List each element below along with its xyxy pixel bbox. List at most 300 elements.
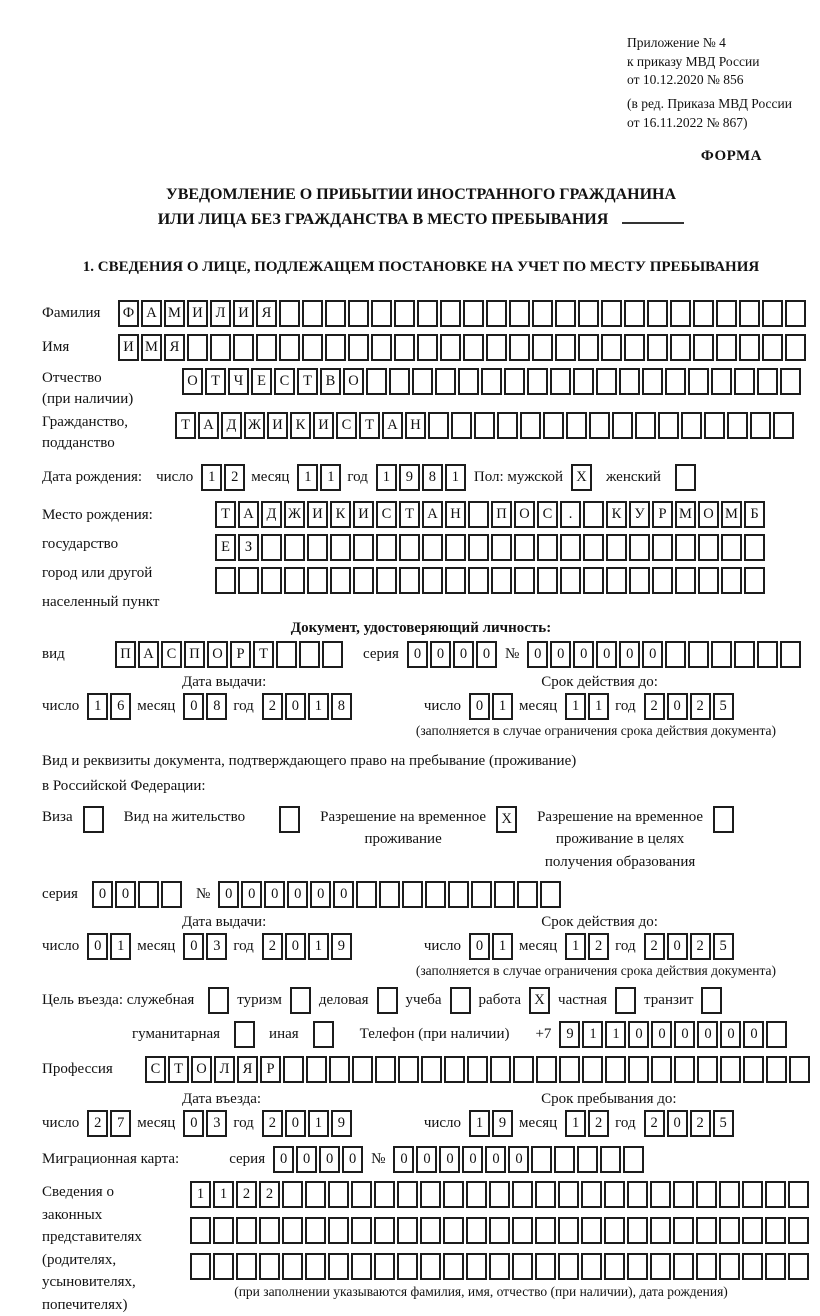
cell[interactable]: 0 bbox=[241, 881, 262, 908]
cell[interactable] bbox=[435, 368, 456, 395]
cell[interactable] bbox=[282, 1253, 303, 1280]
cell[interactable] bbox=[555, 300, 576, 327]
cell[interactable] bbox=[422, 534, 443, 561]
cell[interactable]: 1 bbox=[588, 693, 609, 720]
cell[interactable] bbox=[451, 412, 472, 439]
cell[interactable] bbox=[351, 1253, 372, 1280]
cell[interactable]: И bbox=[118, 334, 139, 361]
cell[interactable] bbox=[734, 641, 755, 668]
cell[interactable] bbox=[744, 567, 765, 594]
cell[interactable] bbox=[512, 1253, 533, 1280]
cell[interactable]: 0 bbox=[183, 1110, 204, 1137]
cell[interactable] bbox=[665, 368, 686, 395]
cell[interactable] bbox=[780, 641, 801, 668]
checkbox-visa[interactable] bbox=[83, 806, 104, 833]
cell[interactable] bbox=[313, 1021, 334, 1048]
cell[interactable]: О bbox=[343, 368, 364, 395]
cell[interactable] bbox=[444, 1056, 465, 1083]
cell[interactable]: С bbox=[145, 1056, 166, 1083]
cell[interactable] bbox=[374, 1217, 395, 1244]
cell[interactable] bbox=[697, 1056, 718, 1083]
cell[interactable] bbox=[601, 300, 622, 327]
cell[interactable]: И bbox=[187, 300, 208, 327]
cell[interactable] bbox=[208, 987, 229, 1014]
cell[interactable]: 0 bbox=[319, 1146, 340, 1173]
cell[interactable] bbox=[305, 1253, 326, 1280]
cell[interactable]: Т bbox=[205, 368, 226, 395]
id-valid-month[interactable] bbox=[565, 693, 609, 720]
cell[interactable]: 1 bbox=[565, 933, 586, 960]
cell[interactable]: 0 bbox=[296, 1146, 317, 1173]
cell[interactable] bbox=[284, 534, 305, 561]
cell[interactable] bbox=[535, 1217, 556, 1244]
cell[interactable] bbox=[757, 368, 778, 395]
id-issue-year[interactable] bbox=[262, 693, 352, 720]
cell[interactable] bbox=[190, 1253, 211, 1280]
guardians-row1[interactable] bbox=[190, 1181, 809, 1208]
cell[interactable] bbox=[675, 567, 696, 594]
cell[interactable]: 0 bbox=[333, 881, 354, 908]
cell[interactable] bbox=[284, 567, 305, 594]
cell[interactable] bbox=[550, 368, 571, 395]
cell[interactable] bbox=[329, 1056, 350, 1083]
cell[interactable]: 0 bbox=[550, 641, 571, 668]
name-cells[interactable] bbox=[118, 334, 806, 361]
cell[interactable] bbox=[440, 300, 461, 327]
cell[interactable] bbox=[445, 567, 466, 594]
cell[interactable]: 9 bbox=[559, 1021, 580, 1048]
cell[interactable] bbox=[605, 1056, 626, 1083]
cell[interactable] bbox=[711, 641, 732, 668]
cell[interactable]: 1 bbox=[492, 933, 513, 960]
cell[interactable] bbox=[604, 1217, 625, 1244]
cell[interactable] bbox=[535, 1253, 556, 1280]
cell[interactable]: 0 bbox=[469, 693, 490, 720]
cell[interactable] bbox=[512, 1217, 533, 1244]
cell[interactable] bbox=[276, 641, 297, 668]
rvp-series-cells[interactable] bbox=[92, 881, 182, 908]
cell[interactable] bbox=[259, 1217, 280, 1244]
cell[interactable] bbox=[491, 534, 512, 561]
cell[interactable]: 5 bbox=[713, 693, 734, 720]
cell[interactable] bbox=[742, 1181, 763, 1208]
checkbox-temp-residence[interactable] bbox=[496, 806, 517, 833]
cell[interactable] bbox=[238, 567, 259, 594]
cell[interactable]: 5 bbox=[713, 933, 734, 960]
cell[interactable] bbox=[536, 1056, 557, 1083]
checkbox-private[interactable] bbox=[615, 987, 636, 1014]
cell[interactable]: 2 bbox=[690, 1110, 711, 1137]
cell[interactable] bbox=[448, 881, 469, 908]
cell[interactable] bbox=[161, 881, 182, 908]
cell[interactable] bbox=[688, 368, 709, 395]
birth-day-cells[interactable] bbox=[201, 464, 245, 491]
cell[interactable] bbox=[788, 1253, 809, 1280]
title-blank-line[interactable] bbox=[622, 208, 684, 224]
cell[interactable]: А bbox=[138, 641, 159, 668]
cell[interactable] bbox=[450, 987, 471, 1014]
cell[interactable] bbox=[744, 534, 765, 561]
cell[interactable] bbox=[489, 1181, 510, 1208]
cell[interactable]: 1 bbox=[320, 464, 341, 491]
cell[interactable] bbox=[600, 1146, 621, 1173]
cell[interactable] bbox=[351, 1217, 372, 1244]
cell[interactable] bbox=[213, 1217, 234, 1244]
cell[interactable] bbox=[509, 334, 530, 361]
cell[interactable] bbox=[788, 1217, 809, 1244]
cell[interactable] bbox=[766, 1021, 787, 1048]
checkbox-residence-permit[interactable] bbox=[279, 806, 300, 833]
cell[interactable] bbox=[458, 368, 479, 395]
cell[interactable]: 0 bbox=[87, 933, 108, 960]
cell[interactable] bbox=[696, 1253, 717, 1280]
cell[interactable] bbox=[236, 1253, 257, 1280]
cell[interactable] bbox=[379, 881, 400, 908]
cell[interactable] bbox=[650, 1181, 671, 1208]
cell[interactable]: 7 bbox=[110, 1110, 131, 1137]
cell[interactable] bbox=[583, 534, 604, 561]
cell[interactable]: 8 bbox=[331, 693, 352, 720]
cell[interactable]: 0 bbox=[453, 641, 474, 668]
surname-cells[interactable] bbox=[118, 300, 806, 327]
cell[interactable]: 0 bbox=[720, 1021, 741, 1048]
cell[interactable] bbox=[698, 567, 719, 594]
guardians-row2[interactable] bbox=[190, 1217, 809, 1244]
cell[interactable]: О bbox=[514, 501, 535, 528]
cell[interactable]: 2 bbox=[262, 933, 283, 960]
cell[interactable]: Я bbox=[256, 300, 277, 327]
cell[interactable] bbox=[353, 567, 374, 594]
cell[interactable] bbox=[489, 1253, 510, 1280]
cell[interactable] bbox=[578, 300, 599, 327]
cell[interactable]: 0 bbox=[264, 881, 285, 908]
checkbox-work[interactable] bbox=[529, 987, 550, 1014]
cell[interactable] bbox=[213, 1253, 234, 1280]
cell[interactable] bbox=[665, 641, 686, 668]
cell[interactable]: 2 bbox=[262, 693, 283, 720]
profession-cells[interactable] bbox=[145, 1056, 810, 1083]
cell[interactable] bbox=[762, 334, 783, 361]
cell[interactable]: Т bbox=[175, 412, 196, 439]
cell[interactable]: 0 bbox=[416, 1146, 437, 1173]
cell[interactable] bbox=[420, 1181, 441, 1208]
cell[interactable] bbox=[497, 412, 518, 439]
cell[interactable]: 0 bbox=[651, 1021, 672, 1048]
cell[interactable] bbox=[537, 567, 558, 594]
cell[interactable] bbox=[693, 334, 714, 361]
cell[interactable]: 0 bbox=[285, 1110, 306, 1137]
cell[interactable]: Ж bbox=[284, 501, 305, 528]
checkbox-humanitarian[interactable] bbox=[234, 1021, 255, 1048]
cell[interactable] bbox=[532, 300, 553, 327]
cell[interactable] bbox=[412, 368, 433, 395]
cell[interactable]: Л bbox=[210, 300, 231, 327]
cell[interactable] bbox=[348, 300, 369, 327]
phone-cells[interactable] bbox=[559, 1021, 787, 1048]
cell[interactable]: 1 bbox=[297, 464, 318, 491]
cell[interactable] bbox=[397, 1253, 418, 1280]
cell[interactable] bbox=[650, 1253, 671, 1280]
cell[interactable]: 0 bbox=[393, 1146, 414, 1173]
cell[interactable]: Н bbox=[405, 412, 426, 439]
cell[interactable]: 1 bbox=[605, 1021, 626, 1048]
cell[interactable] bbox=[468, 501, 489, 528]
cell[interactable] bbox=[629, 567, 650, 594]
cell[interactable] bbox=[259, 1253, 280, 1280]
cell[interactable] bbox=[560, 567, 581, 594]
cell[interactable]: С bbox=[161, 641, 182, 668]
citizenship-cells[interactable] bbox=[175, 412, 794, 439]
cell[interactable] bbox=[394, 300, 415, 327]
cell[interactable] bbox=[466, 1253, 487, 1280]
cell[interactable] bbox=[573, 368, 594, 395]
cell[interactable]: 0 bbox=[485, 1146, 506, 1173]
cell[interactable] bbox=[606, 534, 627, 561]
cell[interactable] bbox=[234, 1021, 255, 1048]
cell[interactable]: И bbox=[307, 501, 328, 528]
cell[interactable] bbox=[486, 300, 507, 327]
cell[interactable] bbox=[652, 567, 673, 594]
cell[interactable] bbox=[742, 1253, 763, 1280]
cell[interactable]: О bbox=[207, 641, 228, 668]
rvp-issue-month[interactable] bbox=[183, 933, 227, 960]
doc-series-cells[interactable] bbox=[407, 641, 497, 668]
cell[interactable] bbox=[328, 1253, 349, 1280]
cell[interactable]: 0 bbox=[407, 641, 428, 668]
cell[interactable] bbox=[330, 534, 351, 561]
cell[interactable]: С bbox=[537, 501, 558, 528]
cell[interactable] bbox=[283, 1056, 304, 1083]
cell[interactable]: 0 bbox=[508, 1146, 529, 1173]
cell[interactable]: . bbox=[560, 501, 581, 528]
cell[interactable]: Д bbox=[261, 501, 282, 528]
cell[interactable] bbox=[629, 534, 650, 561]
cell[interactable] bbox=[466, 1217, 487, 1244]
cell[interactable] bbox=[555, 334, 576, 361]
cell[interactable]: К bbox=[330, 501, 351, 528]
cell[interactable] bbox=[627, 1181, 648, 1208]
cell[interactable] bbox=[187, 334, 208, 361]
cell[interactable]: 0 bbox=[183, 933, 204, 960]
cell[interactable] bbox=[443, 1253, 464, 1280]
cell[interactable]: 1 bbox=[308, 933, 329, 960]
cell[interactable] bbox=[322, 641, 343, 668]
cell[interactable]: 0 bbox=[115, 881, 136, 908]
cell[interactable] bbox=[351, 1181, 372, 1208]
cell[interactable]: 2 bbox=[259, 1181, 280, 1208]
cell[interactable]: 0 bbox=[92, 881, 113, 908]
cell[interactable]: 0 bbox=[573, 641, 594, 668]
cell[interactable]: Т bbox=[215, 501, 236, 528]
cell[interactable]: 1 bbox=[190, 1181, 211, 1208]
cell[interactable] bbox=[623, 1146, 644, 1173]
cell[interactable] bbox=[190, 1217, 211, 1244]
cell[interactable]: Л bbox=[214, 1056, 235, 1083]
cell[interactable]: У bbox=[629, 501, 650, 528]
cell[interactable] bbox=[489, 1217, 510, 1244]
cell[interactable] bbox=[675, 534, 696, 561]
cell[interactable]: 9 bbox=[399, 464, 420, 491]
cell[interactable] bbox=[352, 1056, 373, 1083]
cell[interactable]: 0 bbox=[642, 641, 663, 668]
cell[interactable] bbox=[356, 881, 377, 908]
cell[interactable]: 0 bbox=[667, 1110, 688, 1137]
cell[interactable] bbox=[532, 334, 553, 361]
cell[interactable] bbox=[757, 641, 778, 668]
cell[interactable] bbox=[514, 567, 535, 594]
cell[interactable] bbox=[397, 1217, 418, 1244]
cell[interactable]: З bbox=[238, 534, 259, 561]
cell[interactable]: Б bbox=[744, 501, 765, 528]
cell[interactable] bbox=[743, 1056, 764, 1083]
cell[interactable] bbox=[236, 1217, 257, 1244]
birth-place-row1[interactable] bbox=[215, 501, 765, 528]
cell[interactable] bbox=[719, 1217, 740, 1244]
cell[interactable] bbox=[711, 368, 732, 395]
cell[interactable]: 0 bbox=[527, 641, 548, 668]
cell[interactable]: 0 bbox=[469, 933, 490, 960]
checkbox-tourism[interactable] bbox=[290, 987, 311, 1014]
cell[interactable] bbox=[742, 1217, 763, 1244]
cell[interactable]: 2 bbox=[644, 1110, 665, 1137]
cell[interactable] bbox=[425, 881, 446, 908]
cell[interactable] bbox=[560, 534, 581, 561]
checkbox-business[interactable] bbox=[377, 987, 398, 1014]
rvp-issue-day[interactable] bbox=[87, 933, 131, 960]
cell[interactable] bbox=[328, 1181, 349, 1208]
cell[interactable]: Я bbox=[237, 1056, 258, 1083]
cell[interactable] bbox=[688, 641, 709, 668]
cell[interactable] bbox=[486, 334, 507, 361]
cell[interactable] bbox=[325, 334, 346, 361]
cell[interactable] bbox=[581, 1253, 602, 1280]
cell[interactable] bbox=[348, 334, 369, 361]
cell[interactable] bbox=[589, 412, 610, 439]
cell[interactable]: 0 bbox=[285, 933, 306, 960]
cell[interactable]: Т bbox=[297, 368, 318, 395]
cell[interactable] bbox=[215, 567, 236, 594]
cell[interactable]: 1 bbox=[87, 693, 108, 720]
cell[interactable] bbox=[670, 300, 691, 327]
cell[interactable]: 2 bbox=[644, 693, 665, 720]
stay-day[interactable] bbox=[469, 1110, 513, 1137]
cell[interactable]: Ф bbox=[118, 300, 139, 327]
cell[interactable]: 2 bbox=[588, 933, 609, 960]
cell[interactable]: А bbox=[422, 501, 443, 528]
cell[interactable]: 2 bbox=[690, 693, 711, 720]
cell[interactable]: В bbox=[320, 368, 341, 395]
cell[interactable] bbox=[531, 1146, 552, 1173]
cell[interactable] bbox=[325, 300, 346, 327]
checkbox-other[interactable] bbox=[313, 1021, 334, 1048]
cell[interactable] bbox=[305, 1217, 326, 1244]
cell[interactable] bbox=[514, 534, 535, 561]
cell[interactable]: 2 bbox=[236, 1181, 257, 1208]
cell[interactable] bbox=[785, 300, 806, 327]
cell[interactable] bbox=[627, 1217, 648, 1244]
cell[interactable] bbox=[554, 1146, 575, 1173]
rvp-valid-year[interactable] bbox=[644, 933, 734, 960]
cell[interactable]: С bbox=[376, 501, 397, 528]
cell[interactable]: Е bbox=[215, 534, 236, 561]
cell[interactable]: О bbox=[698, 501, 719, 528]
cell[interactable]: Н bbox=[445, 501, 466, 528]
cell[interactable]: 1 bbox=[213, 1181, 234, 1208]
cell[interactable] bbox=[399, 534, 420, 561]
cell[interactable] bbox=[734, 368, 755, 395]
cell[interactable] bbox=[583, 501, 604, 528]
cell[interactable]: А bbox=[238, 501, 259, 528]
cell[interactable]: М bbox=[164, 300, 185, 327]
cell[interactable]: И bbox=[233, 300, 254, 327]
cell[interactable] bbox=[615, 987, 636, 1014]
cell[interactable] bbox=[673, 1253, 694, 1280]
cell[interactable] bbox=[635, 412, 656, 439]
cell[interactable]: 0 bbox=[667, 933, 688, 960]
cell[interactable]: К bbox=[290, 412, 311, 439]
cell[interactable] bbox=[520, 412, 541, 439]
cell[interactable] bbox=[581, 1181, 602, 1208]
cell[interactable] bbox=[261, 567, 282, 594]
cell[interactable] bbox=[402, 881, 423, 908]
cell[interactable] bbox=[739, 334, 760, 361]
cell[interactable]: 9 bbox=[492, 1110, 513, 1137]
cell[interactable] bbox=[780, 368, 801, 395]
cell[interactable]: Т bbox=[168, 1056, 189, 1083]
cell[interactable] bbox=[307, 567, 328, 594]
stay-year[interactable] bbox=[644, 1110, 734, 1137]
cell[interactable] bbox=[491, 567, 512, 594]
cell[interactable] bbox=[582, 1056, 603, 1083]
cell[interactable]: 0 bbox=[218, 881, 239, 908]
cell[interactable]: 8 bbox=[422, 464, 443, 491]
cell[interactable] bbox=[627, 1253, 648, 1280]
cell[interactable]: 1 bbox=[308, 693, 329, 720]
id-valid-day[interactable] bbox=[469, 693, 513, 720]
cell[interactable] bbox=[443, 1181, 464, 1208]
guardians-row3[interactable] bbox=[190, 1253, 809, 1280]
cell[interactable]: 0 bbox=[310, 881, 331, 908]
cell[interactable] bbox=[721, 534, 742, 561]
birth-place-row2[interactable] bbox=[215, 534, 765, 561]
cell[interactable] bbox=[306, 1056, 327, 1083]
cell[interactable] bbox=[619, 368, 640, 395]
cell[interactable] bbox=[578, 334, 599, 361]
cell[interactable] bbox=[394, 334, 415, 361]
cell[interactable]: 2 bbox=[588, 1110, 609, 1137]
cell[interactable]: Д bbox=[221, 412, 242, 439]
cell[interactable]: С bbox=[336, 412, 357, 439]
cell[interactable] bbox=[581, 1217, 602, 1244]
cell[interactable] bbox=[750, 412, 771, 439]
checkbox-male[interactable] bbox=[571, 464, 592, 491]
cell[interactable]: 1 bbox=[565, 693, 586, 720]
cell[interactable]: Р bbox=[260, 1056, 281, 1083]
id-issue-day[interactable] bbox=[87, 693, 131, 720]
cell[interactable] bbox=[371, 300, 392, 327]
cell[interactable] bbox=[509, 300, 530, 327]
doc-number-cells[interactable] bbox=[527, 641, 801, 668]
cell[interactable] bbox=[375, 1056, 396, 1083]
patronymic-cells[interactable] bbox=[182, 368, 801, 395]
cell[interactable]: 1 bbox=[492, 693, 513, 720]
doc-kind-cells[interactable] bbox=[115, 641, 343, 668]
cell[interactable] bbox=[670, 334, 691, 361]
cell[interactable]: И bbox=[313, 412, 334, 439]
cell[interactable]: О bbox=[191, 1056, 212, 1083]
cell[interactable]: 0 bbox=[619, 641, 640, 668]
cell[interactable] bbox=[713, 806, 734, 833]
